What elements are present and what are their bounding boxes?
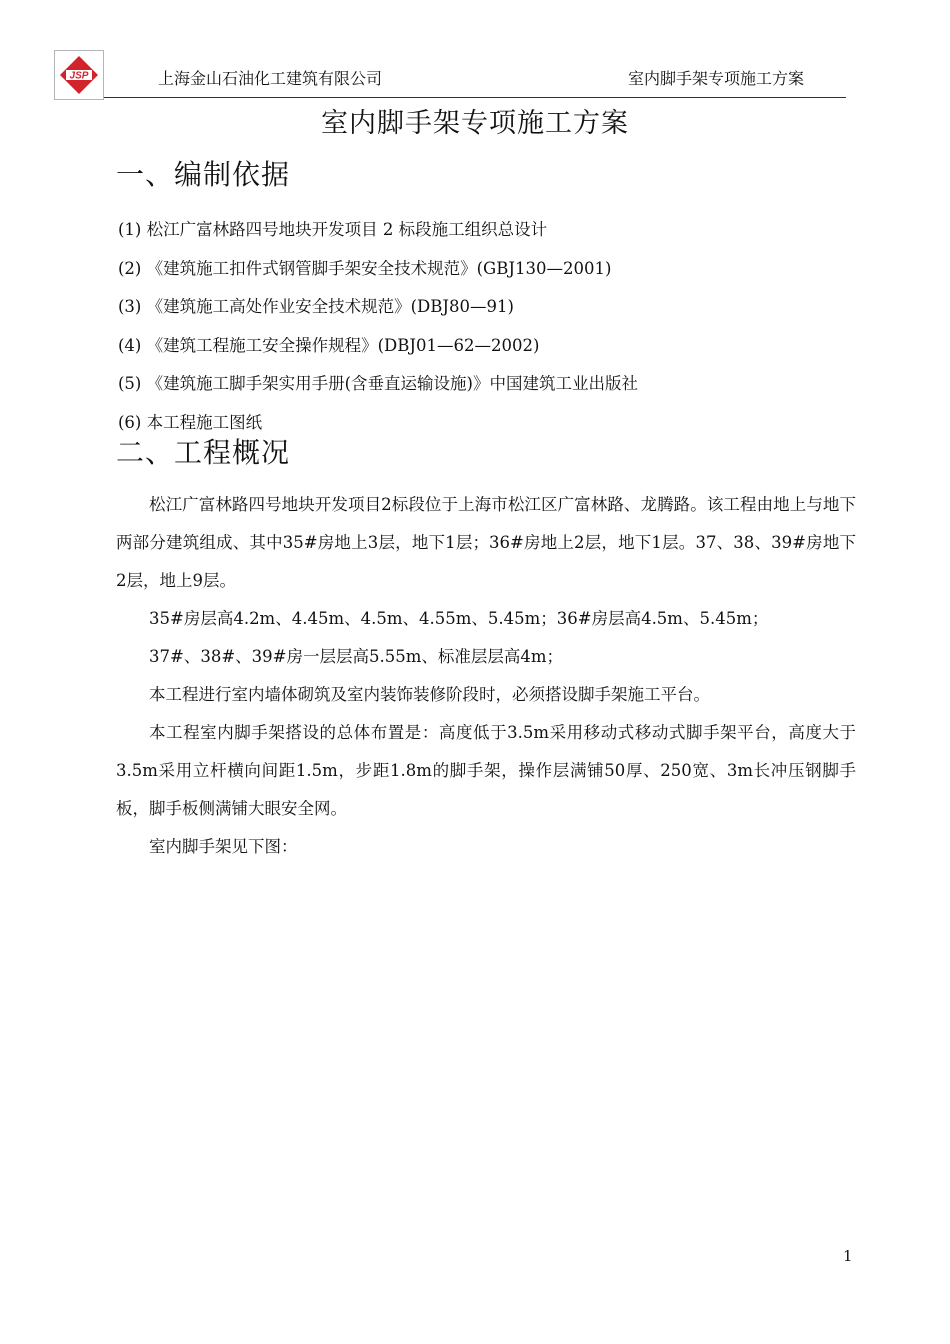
overview-paragraph: 本工程进行室内墙体砌筑及室内装饰装修阶段时，必须搭设脚手架施工平台。 [149, 685, 710, 704]
basis-item: (4) 《建筑工程施工安全操作规程》(DBJ01—62—2002) [118, 335, 540, 355]
overview-paragraph: 松江广富林路四号地块开发项目2标段位于上海市松江区广富林路、龙腾路。该工程由地上与地下两部分建筑组成、其中35#房地上3层，地下1层；36#房地上2层，地下1层。37、38、39#房地下2层，地上9层。 [116, 495, 856, 590]
section-heading-overview: 二、工程概况 [116, 436, 291, 469]
basis-list [118, 211, 638, 442]
section-heading-basis: 一、编制依据 [116, 158, 291, 191]
overview-paragraph: 37#、38#、39#房一层层高5.55m、标准层层高4m； [149, 647, 563, 666]
overview-paragraph: 室内脚手架见下图： [149, 837, 298, 856]
logo-text: JSP [69, 70, 89, 82]
basis-item: (2) 《建筑施工扣件式钢管脚手架安全技术规范》(GBJ130—2001) [118, 258, 612, 278]
header-divider [104, 97, 846, 98]
page-number: 1 [843, 1247, 853, 1265]
basis-item: (5) 《建筑施工脚手架实用手册(含垂直运输设施)》中国建筑工业出版社 [118, 374, 638, 393]
header-document-name: 室内脚手架专项施工方案 [628, 69, 805, 88]
basis-item: (6) 本工程施工图纸 [118, 412, 263, 432]
overview-body [116, 486, 856, 866]
basis-item: (1) 松江广富林路四号地块开发项目 2 标段施工组织总设计 [118, 220, 548, 239]
company-logo [54, 50, 104, 100]
basis-item: (3) 《建筑施工高处作业安全技术规范》(DBJ80—91) [118, 297, 514, 316]
header-company-name: 上海金山石油化工建筑有限公司 [158, 69, 383, 88]
document-title: 室内脚手架专项施工方案 [321, 108, 629, 139]
overview-paragraph: 35#房层高4.2m、4.45m、4.5m、4.55m、5.45m；36#房层高4.5m、5.45m； [149, 609, 769, 628]
overview-paragraph: 本工程室内脚手架搭设的总体布置是：高度低于3.5m采用移动式移动式脚手架平台，高度大于3.5m采用立杆横向间距1.5m，步距1.8m的脚手架，操作层满铺50厚、250宽、3m长冲压钢脚手板，脚手板侧满铺大眼安全网。 [116, 723, 856, 818]
